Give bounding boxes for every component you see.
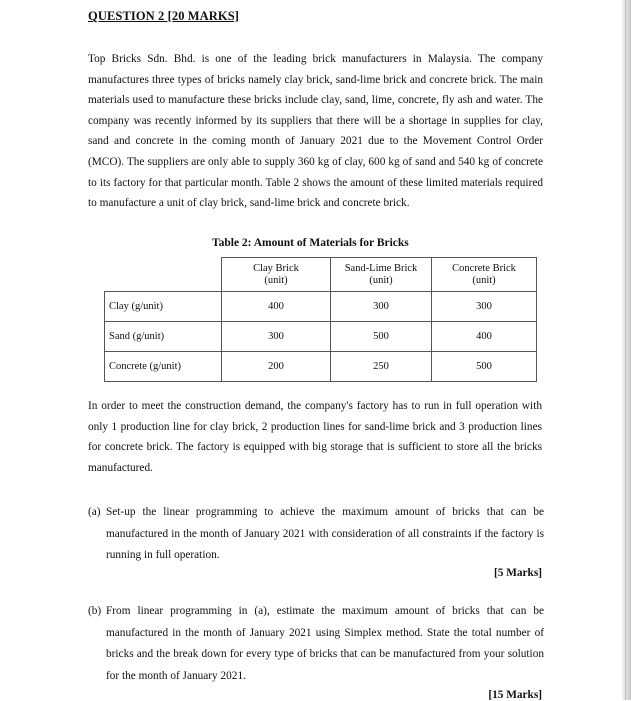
table-cell: 400	[432, 322, 537, 352]
page-edge-shadow	[622, 0, 631, 700]
header-clay-brick	[222, 258, 331, 292]
table-row	[105, 352, 537, 382]
table-cell: 400	[222, 292, 331, 322]
header-line: Concrete Brick	[452, 262, 516, 274]
header-unit: (unit)	[264, 274, 288, 286]
question-b-label: (b)	[88, 605, 102, 617]
table-cell: 300	[432, 292, 537, 322]
table-cell: 500	[432, 352, 537, 382]
question-a-marks: [5 Marks]	[493, 567, 542, 579]
table-cell: 300	[222, 322, 331, 352]
header-concrete-brick	[432, 258, 537, 292]
table-corner-cell	[105, 258, 222, 292]
question-a-label: (a)	[88, 506, 101, 518]
question-a	[88, 502, 544, 567]
table-cell: 200	[222, 352, 331, 382]
table-cell: 300	[331, 292, 432, 322]
table-cell: 500	[331, 322, 432, 352]
question-a-text: Set-up the linear programming to achieve the maximum amount of bricks that can be manufactured in the month of January 2021 with consideration of all constraints if the factory is running in full operation.	[106, 506, 544, 561]
header-sand-lime-brick	[331, 258, 432, 292]
intro-paragraph: Top Bricks Sdn. Bhd. is one of the leading brick manufacturers in Malaysia. The company manufactures three types of bricks namely clay brick, sand-lime brick and concrete brick. The main materials used to manufacture these bricks include clay, sand, lime, concrete, fly ash and water. The company was recently informed by its suppliers that there will be a shortage in supplies for clay, sand and concrete in the coming month of January 2021 due to the Movement Control Order (MCO). The suppliers are only able to supply 360 kg of clay, 600 kg of sand and 540 kg of concrete to its factory for that particular month. Table 2 shows the amount of these limited materials required to manufacture a unit of clay brick, sand-lime brick and concrete brick.	[88, 53, 543, 210]
operation-paragraph: In order to meet the construction demand, the company's factory has to run in full operation with only 1 production line for clay brick, 2 production lines for sand-lime brick and 3 production lines for concrete brick. The factory is equipped with big storage that is sufficient to store all the bricks manufactured.	[88, 400, 542, 474]
header-unit: (unit)	[472, 274, 496, 286]
question-b-text: From linear programming in (a), estimate the maximum amount of bricks that can be manufactured in the month of January 2021 using Simplex method. State the total number of bricks and the break down for every type of bricks that can be manufactured from your solution for the month of January 2021.	[106, 605, 544, 682]
table-cell: 250	[331, 352, 432, 382]
row-label: Sand (g/unit)	[105, 322, 222, 352]
question-b	[88, 601, 544, 687]
table-row	[105, 322, 537, 352]
row-label: Clay (g/unit)	[105, 292, 222, 322]
materials-table	[104, 257, 537, 382]
question-b-marks: [15 Marks]	[488, 689, 542, 701]
row-label: Concrete (g/unit)	[105, 352, 222, 382]
header-line: Clay Brick	[253, 262, 299, 274]
table-row	[105, 292, 537, 322]
question-heading: QUESTION 2 [20 MARKS]	[88, 9, 240, 23]
header-unit: (unit)	[369, 274, 393, 286]
header-line: Sand-Lime Brick	[344, 262, 418, 274]
table-header-row	[105, 258, 537, 292]
table-caption: Table 2: Amount of Materials for Bricks	[212, 237, 409, 249]
